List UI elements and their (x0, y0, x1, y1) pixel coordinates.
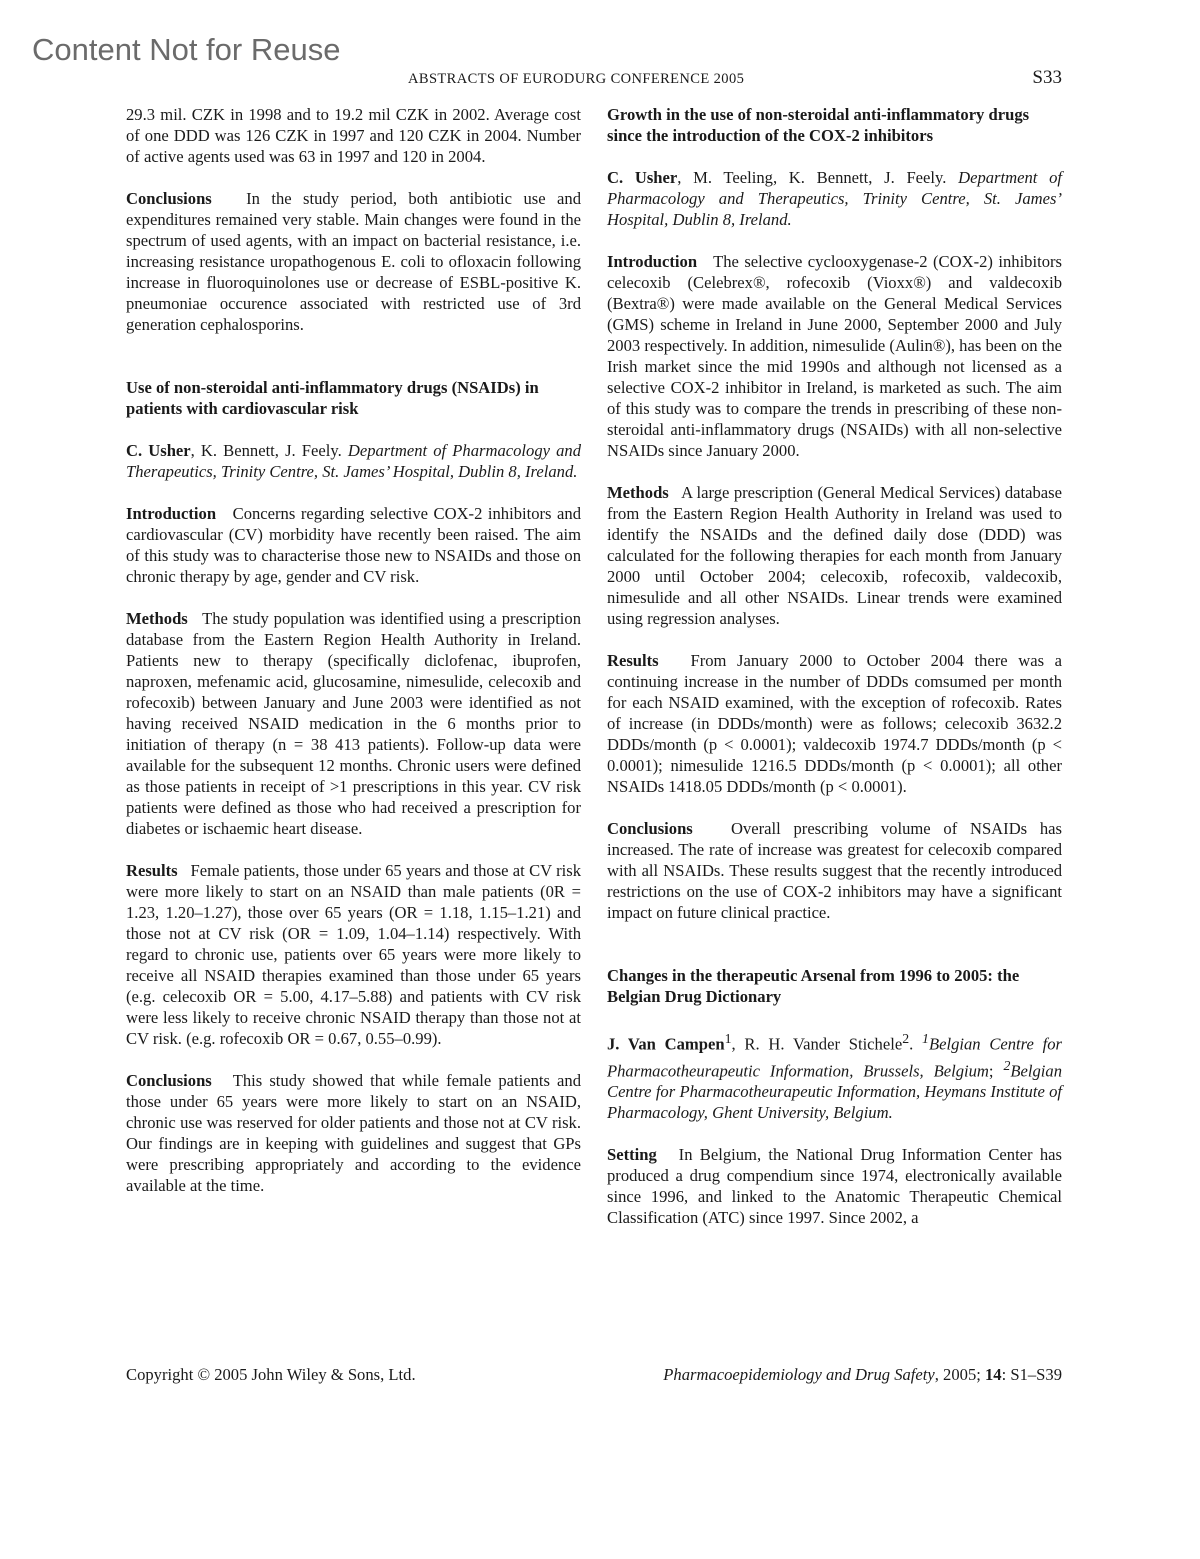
section-text: Concerns regarding selective COX-2 inhibitors and cardiovascular (CV) morbidity have recently been raised. The aim of this study was to characterise those new to NSAIDs and those on chronic therapy by age, gender and CV risk. (126, 504, 581, 586)
watermark: Content Not for Reuse (32, 32, 341, 67)
section-text: In Belgium, the National Drug Information Center has produced a drug compendium since 1974, electronically available since 1996, and linked to the Anatomic Therapeutic Chemical Classification (ATC) since 1997. Since 2002, a (607, 1145, 1062, 1228)
conclusions-paragraph (126, 1070, 581, 1196)
affiliation-superscript: 1 (922, 1031, 929, 1046)
journal-pages: : S1–S39 (1001, 1365, 1062, 1384)
journal-name: Pharmacoepidemiology and Drug Safety (663, 1365, 935, 1384)
methods-paragraph (126, 608, 581, 839)
section-heading: Conclusions (126, 1071, 212, 1090)
section-text: From January 2000 to October 2004 there was a continuing increase in the number of DDDs comsumed per month for each NSAID examined, with the exception of rofecoxib. Rates of increase (in DDDs/month) were as follows; celecoxib 3632.2 DDDs/month (p < 0.0001); valdecoxib 1974.7 DDDs/month (p < 0.0001); nimesulide 1216.5 DDDs/month (p < 0.0001); all other NSAIDs 1418.05 DDDs/month (p < 0.0001). (607, 651, 1062, 796)
author-superscript: 1 (724, 1031, 732, 1046)
section-heading: Methods (607, 483, 669, 502)
introduction-paragraph (607, 251, 1062, 461)
affiliation-superscript: 2 (1003, 1057, 1011, 1073)
section-heading: Results (126, 861, 178, 880)
affiliation: Department of Pharmacology and Therapeutics, Trinity Centre, St. James’ Hospital, Dublin 8, Ireland. (607, 168, 1062, 229)
lead-author: C. Usher (126, 441, 191, 460)
section-text: This study showed that while female patients and those under 65 years were more likely to start on an NSAID, chronic use was reserved for older patients and those not at CV risk. Our findings are in keeping with guidelines and suggest that GPs were prescribing appropriately and according to the evidence available at the time. (126, 1071, 581, 1195)
page-number: S33 (1032, 67, 1062, 88)
journal-citation (663, 1365, 1062, 1385)
author-superscript: 2 (902, 1031, 910, 1046)
author-line (607, 1028, 1062, 1123)
copyright-notice: Copyright © 2005 John Wiley & Sons, Ltd. (126, 1365, 416, 1384)
methods-paragraph (607, 482, 1062, 629)
section-heading: Introduction (126, 504, 217, 523)
separator: . (909, 1034, 923, 1054)
section-text: Female patients, those under 65 years and those at CV risk were more likely to start on an NSAID than male patients (0R = 1.23, 1.20–1.27), those over 65 years (OR = 1.18, 1.15–1.21) and those not at CV risk (OR = 1.09, 1.04–1.14) respectively. With regard to chronic use, patients over 65 years were more likely to receive all NSAID therapies examined than those under 65 years (e.g. celecoxib OR = 5.00, 4.17–5.88) and patients with CV risk were less likely to receive chronic NSAID therapy than those not at CV risk. (e.g. rofecoxib OR = 0.67, 0.55–0.99). (126, 861, 582, 1048)
affiliation: Belgian Centre for Pharmacotheurapeutic Information, Heymans Institute of Pharmacology, Ghent University, Belgium. (607, 1061, 1062, 1123)
section-heading: Introduction (607, 252, 698, 271)
running-head: ABSTRACTS OF EURODURG CONFERENCE 2005 (408, 71, 745, 87)
co-authors: , K. Bennett, J. Feely. (190, 441, 348, 460)
results-paragraph (607, 650, 1062, 797)
conclusions-paragraph (607, 818, 1062, 923)
section-heading: Conclusions (126, 189, 212, 208)
abstract-title: Use of non-steroidal anti-inflammatory drugs (NSAIDs) in patients with cardiovascular risk (126, 378, 539, 418)
left-column (126, 104, 581, 1196)
separator: ; (988, 1061, 1004, 1081)
co-authors: , M. Teeling, K. Bennett, J. Feely. (677, 168, 959, 187)
journal-volume: 14 (985, 1365, 1002, 1384)
section-text: A large prescription (General Medical Services) database from the Eastern Region Health Authority in Ireland was used to identify the NSAIDs and the defined daily dose (DDD) was calculated for the following therapies for each month from January 2000 until October 2004; celecoxib, rofecoxib, valdecoxib, nimesulide and all other NSAIDs. Linear trends were examined using regression analyses. (607, 483, 1062, 628)
affiliation: Belgian Centre for Pharmacotheurapeutic Information, Brussels, Belgium (607, 1034, 1062, 1081)
setting-paragraph (607, 1144, 1062, 1228)
lead-author: J. Van Campen (607, 1034, 725, 1054)
introduction-paragraph (126, 503, 581, 587)
abstract-title: Changes in the therapeutic Arsenal from 1996 to 2005: the Belgian Drug Dictionary (607, 966, 1020, 1006)
affiliation: Department of Pharmacology and Therapeutics, Trinity Centre, St. James’ Hospital, Dublin 8, Ireland. (126, 441, 581, 481)
section-text: The selective cyclooxygenase-2 (COX-2) inhibitors celecoxib (Celebrex®, rofecoxib (Vioxx®) and valdecoxib (Bextra®) were made available on the General Medical Services (GMS) scheme in Ireland in June 2000, September 2000 and July 2003 respectively. In addition, nimesulide (Aulin®), has been on the Irish market since the mid 1990s and although not licensed as a selective COX-2 inhibitor in Ireland, is marketed as such. The aim of this study was to compare the trends in prescribing of these non-steroidal anti-inflammatory drugs (NSAIDs) with all non-selective NSAIDs since January 2000. (607, 252, 1062, 460)
right-column (607, 104, 1062, 1228)
journal-year: , 2005; (934, 1365, 985, 1384)
section-heading: Results (607, 651, 659, 670)
section-heading: Conclusions (607, 819, 693, 838)
abstract-title: Growth in the use of non-steroidal anti-inflammatory drugs since the introduction of the COX-2 inhibitors (607, 105, 1030, 145)
continued-paragraph: 29.3 mil. CZK in 1998 and to 19.2 mil CZK in 2002. Average cost of one DDD was 126 CZK in 1997 and 120 CZK in 2004. Number of active agents used was 63 in 1997 and 120 in 2004. (126, 105, 581, 166)
section-heading: Setting (607, 1145, 657, 1165)
section-text: Overall prescribing volume of NSAIDs has increased. The rate of increase was greatest for celecoxib compared with all NSAIDs. These results suggest that the recently introduced restrictions on the use of COX-2 inhibitors may have a significant impact on future clinical practice. (607, 819, 1062, 922)
section-text: The study population was identified using a prescription database from the Eastern Region Health Authority in Ireland. Patients new to therapy (specifically diclofenac, ibuprofen, naproxen, mefenamic acid, glucosamine, nimesulide, celecoxib and rofecoxib) between January and June 2003 were identified as not having received NSAID medication in the 6 months prior to initiation of therapy (n = 38 413 patients). Follow-up data were available for the subsequent 12 months. Chronic users were defined as those patients in receipt of >1 prescriptions in this year. CV risk patients were defined as those who had received a prescription for diabetes or ischaemic heart disease. (126, 609, 582, 838)
author-line (607, 167, 1062, 230)
lead-author: C. Usher (607, 168, 678, 187)
section-heading: Methods (126, 609, 188, 628)
co-authors: , R. H. Vander Stichele (731, 1034, 903, 1054)
author-line (126, 440, 581, 482)
section-text: In the study period, both antibiotic use and expenditures remained very stable. Main changes were found in the spectrum of used agents, with an impact on bacterial resistance, i.e. increasing resistance uropathogenous E. coli to ofloxacin following increase in fluoroquinolones use or decrease of ESBL-positive K. pneumoniae occurence associated with restricted use of 3rd generation cephalosporins. (126, 189, 581, 334)
results-paragraph (126, 860, 581, 1049)
conclusions-paragraph (126, 188, 581, 335)
